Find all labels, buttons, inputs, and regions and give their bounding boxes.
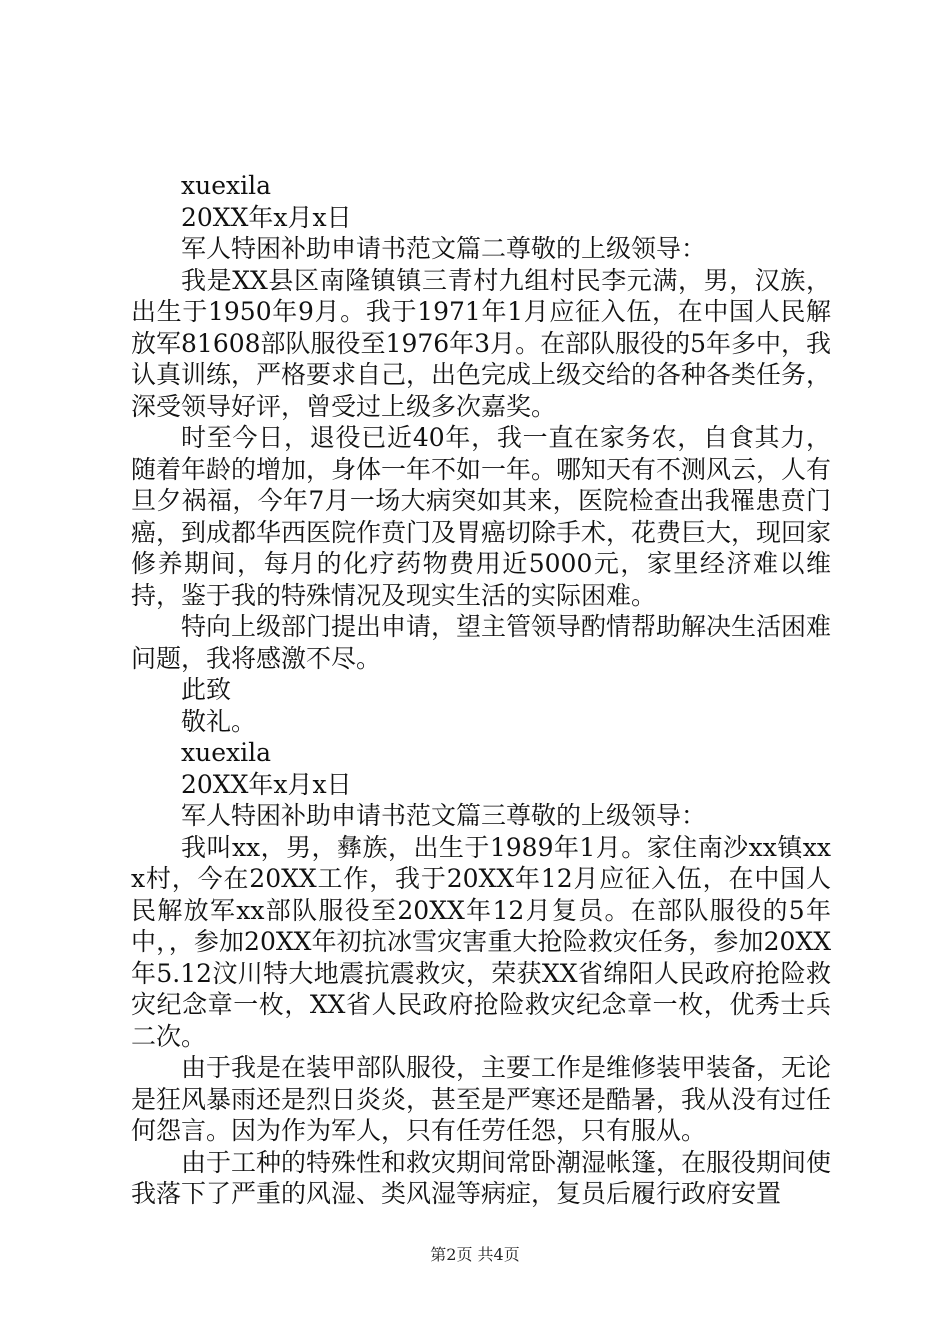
paragraph: 军人特困补助申请书范文篇三尊敬的上级领导：: [181, 801, 707, 830]
paragraph: 由于工种的特殊性和救灾期间常卧潮湿帐篷，在服役期间使我落下了严重的风湿、类风湿等病症，复员后履行政府安置: [131, 1147, 832, 1208]
paragraph: 我是XX县区南隆镇镇三青村九组村民李元满，男，汉族，出生于1950年9月。我于1971年1月应征入伍，在中国人民解放军81608部队服役至1976年3月。在部队服役的5年多中，我认真训练，严格要求自己，出色完成上级交给的各种各类任务，深受领导好评，曾受过上级多次嘉奖。: [131, 265, 832, 421]
paragraph: 此致: [181, 675, 232, 704]
paragraph: 20XX年x月x日: [181, 769, 352, 799]
paragraph: 军人特困补助申请书范文篇二尊敬的上级领导：: [181, 234, 707, 263]
paragraph: 敬礼。: [181, 706, 257, 736]
paragraph: xuexila: [181, 171, 271, 200]
paragraph: 我叫xx，男，彝族，出生于1989年1月。家住南沙xx镇xxx村，今在20XX工作，我于20XX年12月应征入伍，在中国人民解放军xx部队服役至20XX年12月复员。在部队服役的5年中，，参加20XX年初抗冰雪灾害重大抢险救灾任务，参加20XX年5.12汶川特大地震抗震救灾，荣获XX省绵阳人民政府抢险救灾纪念章一枚，XX省人民政府抢险救灾纪念章一枚，优秀士兵二次。: [131, 832, 831, 1051]
document-body: [131, 170, 831, 1210]
paragraph: 由于我是在装甲部队服役，主要工作是维修装甲装备，无论是狂风暴雨还是烈日炎炎，甚至是严寒还是酷暑，我从没有过任何怨言。因为作为军人，只有任劳任怨，只有服从。: [131, 1053, 832, 1145]
paragraph: xuexila: [181, 738, 271, 767]
page-footer: [0, 1242, 950, 1265]
paragraph: 时至今日，退役已近40年，我一直在家务农，自食其力，随着年龄的增加，身体一年不如一年。哪知天有不测风云，人有旦夕祸福，今年7月一场大病突如其来，医院检查出我罹患贲门癌，到成都华西医院作贲门及胃癌切除手术，花费巨大，现回家修养期间，每月的化疗药物费用近5000元，家里经济难以维持，鉴于我的特殊情况及现实生活的实际困难。: [131, 423, 832, 610]
page-number-label: 第2页 共4页: [430, 1245, 520, 1264]
paragraph: 特向上级部门提出申请，望主管领导酌情帮助解决生活困难问题，我将感激不尽。: [131, 612, 832, 673]
paragraph: 20XX年x月x日: [181, 202, 352, 232]
